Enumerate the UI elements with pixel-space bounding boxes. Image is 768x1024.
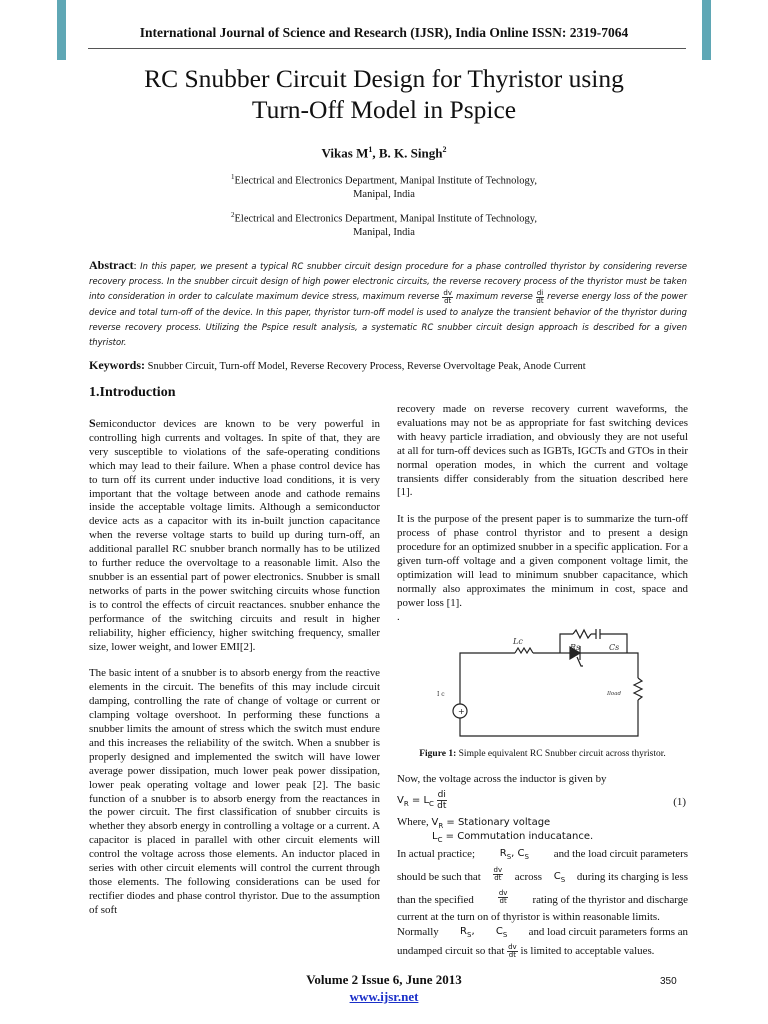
equation-intro: Now, the voltage across the inductor is given by [397, 773, 607, 785]
abstract [89, 258, 687, 350]
journal-header: International Journal of Science and Research (IJSR), India Online ISSN: 2319-7064 [139, 25, 629, 40]
footer-url-link[interactable]: www.ijsr.net [349, 989, 419, 1004]
label-cs: Cs [609, 643, 620, 652]
paper-title [60, 63, 708, 125]
affiliation-2 [0, 209, 768, 239]
author-1-sup: 1 [368, 145, 373, 154]
intro-paragraph-2: The basic intent of a snubber is to absorb energy from the reactive elements in the circuit. The benefits of this may include circuit damping, controlling the rate of change of voltage or current or clamping voltage overshoot. In performing these functions a snubber limits the amount of stress which the switch must endure and this increases the reliability of the switch. When a snubber is properly designed and implemented the switch will have lower average power dissipation, much lower peak power dissipation, lower peak operating voltage and lower peak [2]. The basic function of a snubber is to absorb energy from the reactances in the power circuit. The first classification of snubber circuits is whether they absorb energy in controlling a voltage or a current. A capacitor is placed in parallel with other circuit elements will control the voltage across those elements. An inductor placed in series with other circuit elements will control the current through those elements. The following considerations can be used for rectifier diodes and phase control thyristor. Due to the assumption of soft [89, 667, 380, 916]
col2-line-3: than the specified $\frac{dv}{dt}$ rating of the thyristor and discharge [397, 889, 688, 906]
label-load: Iload [607, 691, 622, 697]
title-line-2: Turn-Off Model in Pspice [251, 95, 517, 124]
abstract-colon: : [133, 261, 141, 272]
keywords [89, 358, 687, 373]
author-2: , B. K. Singh [372, 145, 443, 161]
equation-where-lc: $L_C$ = Commutation inducatance. [432, 831, 594, 844]
affiliation-1 [0, 171, 768, 201]
col2-line-2: should be such that $\frac{dv}{dt}$ across $C_S$ during its charging is less [397, 866, 688, 884]
wire-bottom [460, 700, 638, 736]
figure-1-caption [397, 749, 688, 759]
wire-left-top [460, 653, 515, 704]
drop-cap: S [89, 416, 96, 430]
where-label: Where, [397, 816, 429, 828]
svg-text:+: + [458, 707, 465, 716]
intro-paragraph-1-text: emiconductor devices are known to be very powerful in controlling high currents and voltages. In spite of that, they are very susceptible to violations of the safe-operating conditions which may lead to their failure. When a phase control device has to turn off its current under inductive load conditions, it is very important that the voltage between anode and cathode remains inside the acceptable voltage limits. Although a semiconductor device acts as a capacitor with its in-built junction capacitance when the reverse voltage starts to build up during turn-off, an additional parallel RC snubber branch normally has to be utilized to further reduce the overvoltage to a reasonable limit. Also the snubber is an essential part of power electronics. Snubber is small networks of parts in the power switching circuits whose function is to control the effects of circuit reactances. snubber enhance the performance of the switching circuits and result in higher reliability, higher efficiency, higher switching frequency, smaller size, lower weight, and lower EMI[2]. [89, 418, 380, 653]
inductor-lc [515, 648, 533, 653]
col2-line-5: Normally $R_S$, $C_S$ and load circuit parameters forms an [397, 926, 688, 939]
section-heading-introduction: 1.Introduction [89, 385, 176, 400]
col2-paragraph-2: It is the purpose of the present paper is to summarize the turn-off process of phase control thyristor and to present a design procedure for an optimized snubber in a specific application. For a given turn-off voltage and a given component voltage limit, the optimization will lead to minimum snubber capacitance, which normally also approximates the minimum in cost, space and power loss [1]. [397, 513, 688, 609]
equation-number: (1) [673, 796, 686, 808]
eq1-fraction: $\frac{di}{dt}$ [437, 790, 447, 811]
abstract-dvdt-fraction: $\frac{dv}{dt}$ [443, 288, 452, 305]
label-lc: Lc [513, 637, 523, 646]
keywords-label: Keywords: [89, 358, 145, 372]
author-2-sup: 2 [442, 145, 447, 154]
column-left [89, 417, 380, 918]
figure-1-caption-text: Simple equivalent RC Snubber circuit across thyristor. [458, 749, 666, 759]
header-rule [88, 48, 686, 49]
eq1-lhs: $V_R = L_C$ [397, 795, 434, 808]
figure-1-circuit-diagram [437, 626, 655, 744]
label-source: I c [437, 691, 445, 698]
footer-volume: Volume 2 Issue 6, June 2013 [306, 972, 462, 987]
col2-line-1: In actual practice; $R_S$, $C_S$ and the load circuit parameters [397, 848, 688, 861]
affiliation-2-line2: Manipal, India [353, 226, 415, 238]
col2-paragraph-1: recovery made on reverse recovery current waveforms, the evaluations may not be as appropriate for fast switching devices with heavy particle irradiation, and obviously they are not useful at all for turn-off devices such as IGBTs, IGCTs and GTOs in their normal operation modes, in which the current and voltage transients differ considerably from the situation described here [1]. [397, 403, 688, 499]
affiliation-1-sup: 1 [231, 173, 235, 181]
col2-after-equations [397, 844, 688, 959]
intro-paragraph-1 [89, 417, 380, 654]
equation-1 [397, 790, 688, 814]
abstract-label: Abstract [89, 258, 134, 272]
col2-line-4: current at the turn on of thyristor is within reasonable limits. [397, 911, 660, 923]
figure-1-caption-label: Figure 1: [419, 749, 457, 759]
author-list [0, 145, 768, 161]
abstract-text-3: reverse energy loss of the power device and total turn-off of the device. In this paper, thyristor turn-off model is used to analyze the transient behavior of the thyristor during reverse recovery process. Utilizing the Pspice result analysis, a systematic RC snubber circuit design approach is described for a given thyristor. [89, 291, 688, 348]
page-number: 350 [660, 976, 677, 987]
affiliation-2-sup: 2 [231, 211, 235, 219]
abstract-text-2: maximum reverse [455, 291, 533, 302]
abstract-text-1: In this paper, we present a typical RC snubber circuit design procedure for a phase controlled thyristor by considering reverse recovery process. In the snubber circuit design of high power electronic circuits, the reverse recovery process of the thyristor must be taken into consideration in order to calculate maximum device stress, maximum reverse [89, 261, 687, 302]
where-vr: $V_R$ = Stationary voltage [431, 817, 551, 830]
equation-where [397, 816, 688, 830]
col2-paragraph-2-dot: . [397, 610, 400, 623]
resistor-rs-top [573, 630, 591, 638]
col2-line-6: undamped circuit so that $\frac{dv}{dt}$ is limited to acceptable values. [397, 943, 655, 959]
column-right [397, 403, 688, 625]
label-rs: Rs [570, 643, 581, 652]
affiliation-1-line1: Electrical and Electronics Department, Manipal Institute of Technology, [234, 175, 537, 187]
author-1: Vikas M [321, 145, 369, 161]
abstract-didt-fraction: $\frac{di}{dt}$ [536, 288, 544, 305]
affiliation-2-line1: Electrical and Electronics Department, Manipal Institute of Technology, [234, 213, 537, 225]
keywords-text: Snubber Circuit, Turn-off Model, Reverse Recovery Process, Reverse Overvoltage Peak, Anode Current [147, 361, 586, 372]
wire-thyristor-out [580, 653, 638, 678]
affiliation-1-line2: Manipal, India [353, 188, 415, 200]
resistor-load [634, 678, 642, 700]
title-line-1: RC Snubber Circuit Design for Thyristor using [144, 64, 624, 93]
